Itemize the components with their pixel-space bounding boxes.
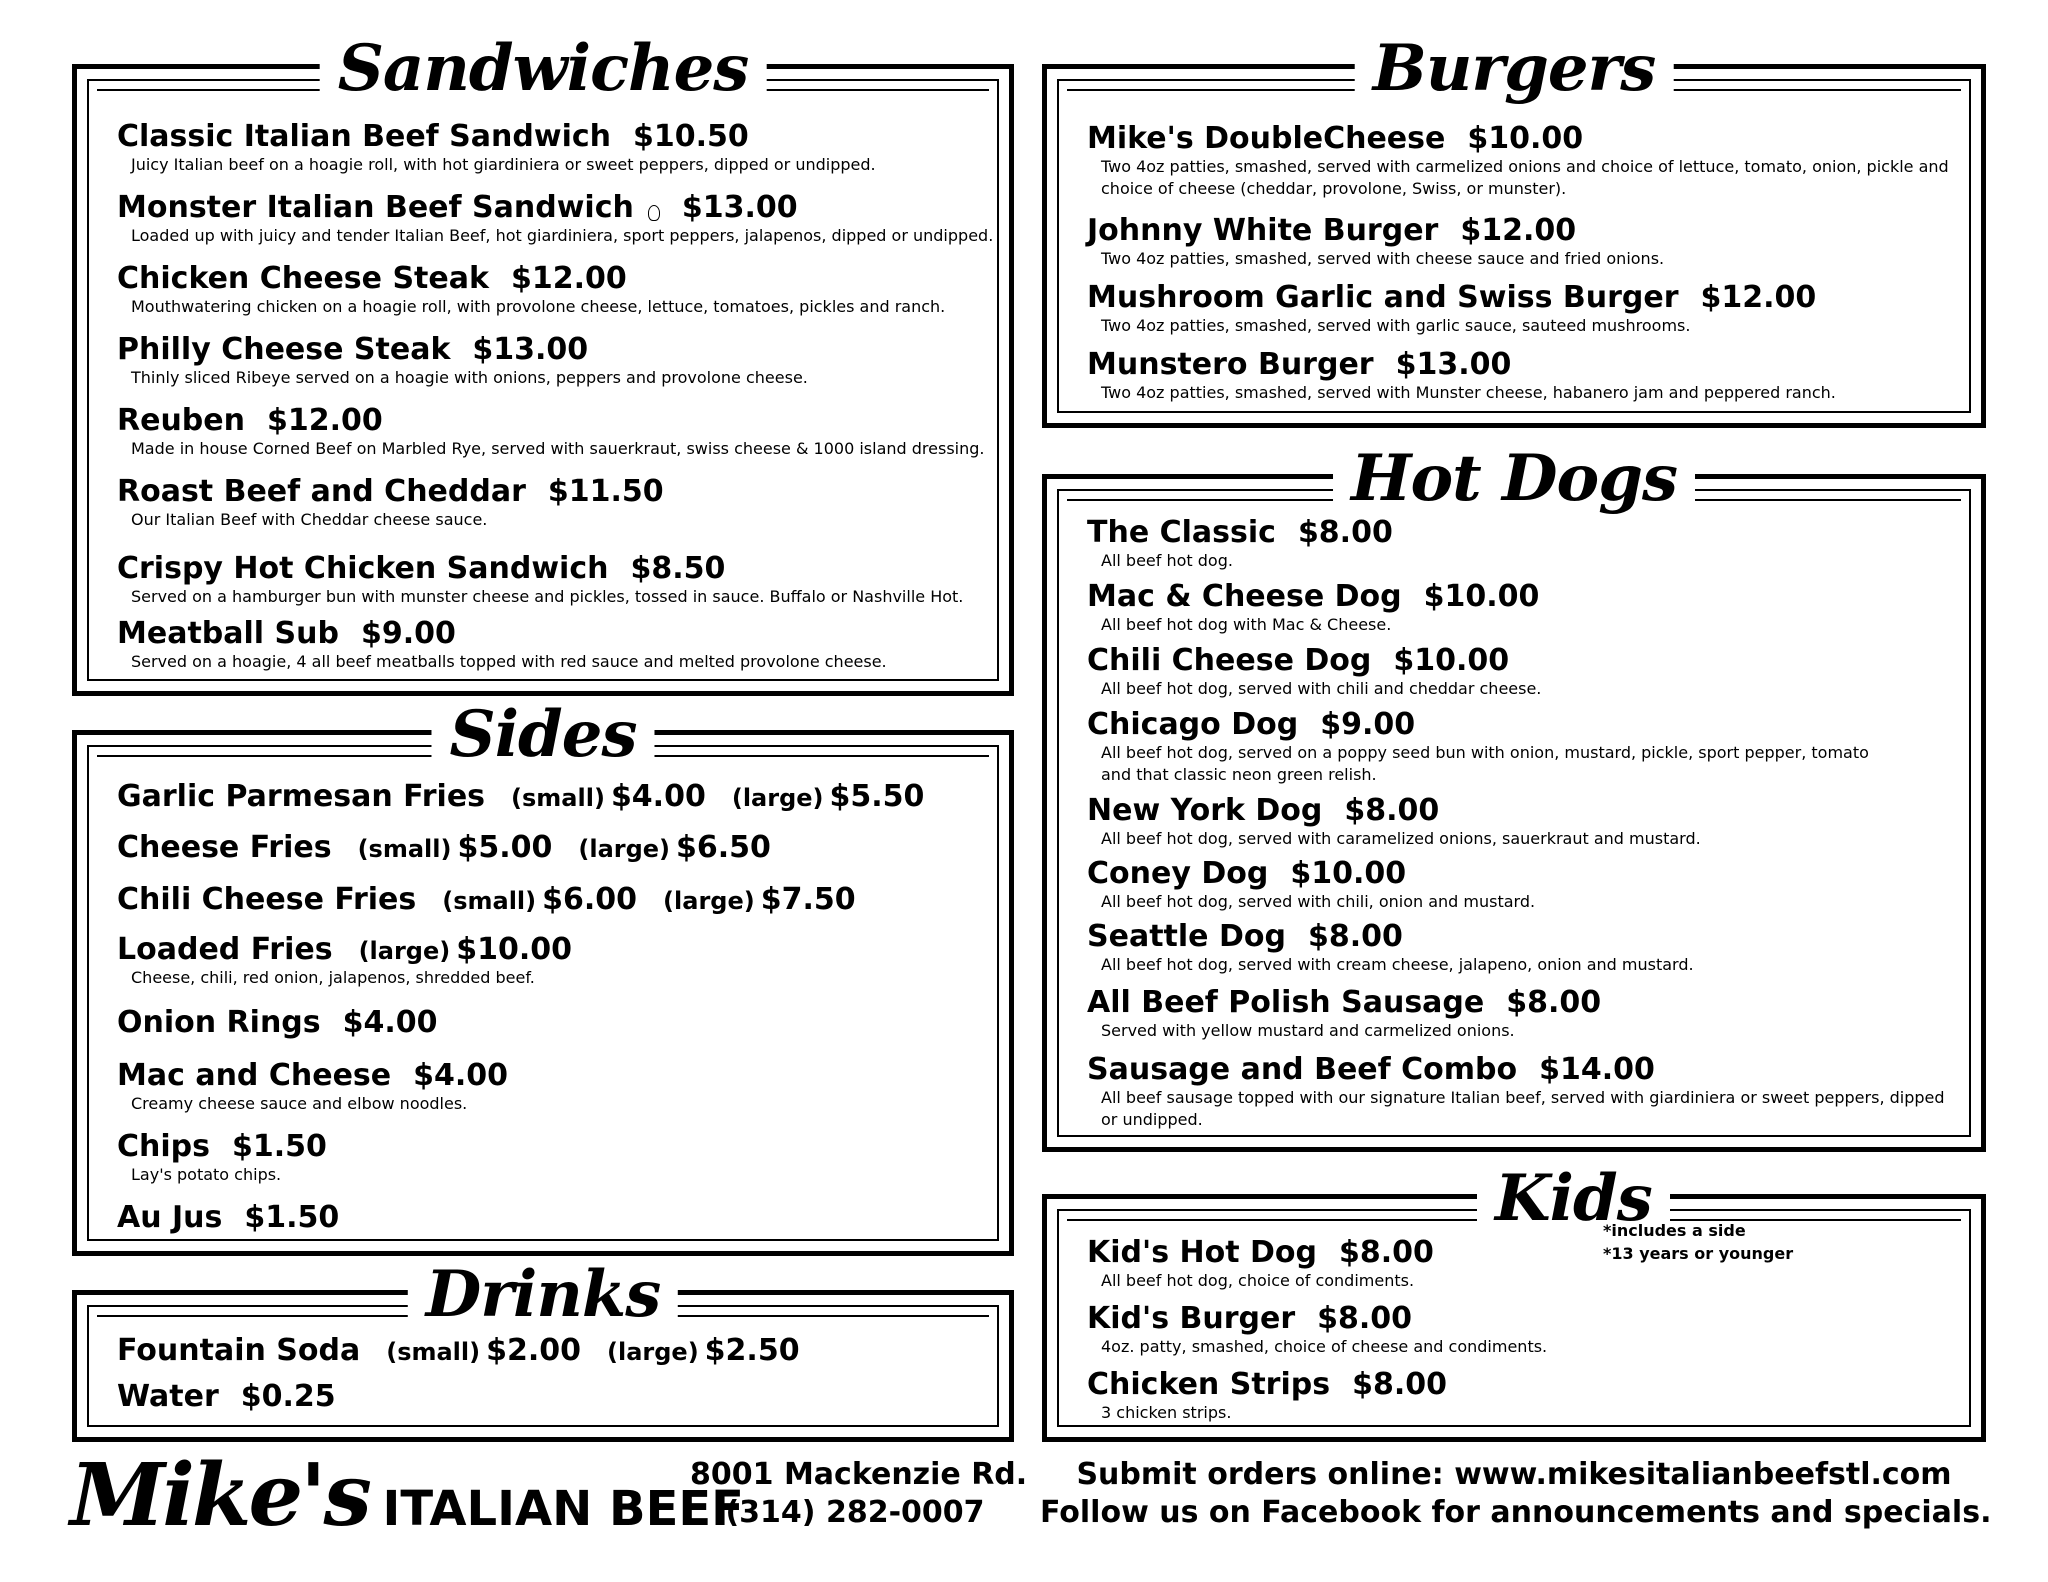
item-description: Two 4oz patties, smashed, served with cheese sauce and fried onions. (1101, 249, 1665, 268)
item-name: Mac & Cheese Dog (1087, 579, 1402, 614)
item-price: $4.00 (342, 1005, 438, 1040)
item-name: Chips (117, 1129, 210, 1164)
item-name: Fountain Soda (117, 1333, 361, 1368)
facebook-note: Follow us on Facebook for announcements and specials. (1040, 1495, 1992, 1530)
sandwiches-section (72, 31, 1014, 696)
item-description: All beef hot dog, served with chili and cheddar cheese. (1101, 679, 1542, 698)
item-name: Classic Italian Beef Sandwich (117, 119, 612, 154)
item-name: Chili Cheese Dog (1087, 643, 1372, 678)
item-description: Mouthwatering chicken on a hoagie roll, with provolone cheese, lettuce, tomatoes, pickles and ranch. (131, 297, 946, 316)
size-label-small: (small) (442, 887, 537, 915)
item-description: Served on a hoagie, 4 all beef meatballs topped with red sauce and melted provolone cheese. (131, 652, 887, 671)
item-price: $8.00 (1317, 1301, 1413, 1336)
item-price: $10.00 (1467, 121, 1584, 156)
menu-item (117, 332, 991, 403)
sides-list (117, 779, 991, 1246)
menu-item (1087, 856, 1963, 919)
item-price-small: $6.00 (542, 882, 638, 917)
section-title: Kids (1477, 1161, 1670, 1237)
item-name: Mike's DoubleCheese (1087, 121, 1446, 156)
item-price: $8.50 (630, 551, 726, 586)
size-label-large: (large) (578, 835, 671, 863)
item-description: Served with yellow mustard and carmelized onions. (1101, 1021, 1515, 1040)
item-price: $9.00 (1320, 707, 1416, 742)
phone: (314) 282-0007 (725, 1495, 985, 1530)
size-label-large: (large) (731, 784, 824, 812)
item-price-large: $10.00 (456, 932, 573, 967)
menu-item (1087, 985, 1963, 1052)
menu-item (1087, 1235, 1963, 1301)
item-description: Two 4oz patties, smashed, served with Munster cheese, habanero jam and peppered ranch. (1101, 383, 1836, 402)
burgers-list (1087, 121, 1963, 414)
item-price: $8.00 (1338, 1235, 1434, 1270)
item-description: All beef hot dog, choice of condiments. (1101, 1271, 1415, 1290)
item-name: Philly Cheese Steak (117, 332, 451, 367)
item-name: Garlic Parmesan Fries (117, 779, 486, 814)
item-name: Munstero Burger (1087, 347, 1374, 382)
menu-item (1087, 643, 1963, 707)
menu-item (117, 1379, 991, 1423)
item-price-small: $2.00 (486, 1333, 582, 1368)
menu-item (117, 779, 991, 830)
item-name: Coney Dog (1087, 856, 1269, 891)
item-price: $4.00 (413, 1058, 509, 1093)
item-price: $9.00 (360, 616, 456, 651)
menu-item (1087, 1367, 1963, 1433)
item-name: Au Jus (117, 1200, 223, 1235)
item-name: Seattle Dog (1087, 919, 1286, 954)
item-name: Monster Italian Beef Sandwich (117, 190, 634, 225)
menu-item (117, 932, 991, 1005)
item-price: $8.00 (1307, 919, 1403, 954)
item-name: Meatball Sub (117, 616, 339, 651)
item-name: Sausage and Beef Combo (1087, 1052, 1518, 1087)
item-name: New York Dog (1087, 793, 1323, 828)
item-price: $8.00 (1352, 1367, 1447, 1402)
item-price: $10.00 (1290, 856, 1407, 891)
item-description: Served on a hamburger bun with munster cheese and pickles, tossed in sauce. Buffalo or Nashville Hot. (131, 587, 964, 606)
menu-item (1087, 213, 1963, 280)
item-price: $12.00 (266, 403, 383, 438)
item-description: All beef hot dog, served with chili, onion and mustard. (1101, 892, 1536, 911)
section-title: Drinks (408, 1257, 678, 1333)
menu-item (117, 882, 991, 932)
logo (70, 1446, 744, 1546)
menu-item (1087, 579, 1963, 643)
item-price-large: $2.50 (704, 1333, 800, 1368)
item-description: Juicy Italian beef on a hoagie roll, with hot giardiniera or sweet peppers, dipped or undipped. (131, 155, 876, 174)
menu-item (117, 1058, 991, 1129)
size-label-small: (small) (511, 784, 605, 812)
menu-item (1087, 1052, 1963, 1132)
item-name: Chicago Dog (1087, 707, 1299, 742)
item-description: 4oz. patty, smashed, choice of cheese and condiments. (1101, 1337, 1548, 1356)
sandwich-list (117, 119, 994, 682)
item-description: Made in house Corned Beef on Marbled Rye, served with sauerkraut, swiss cheese & 1000 island dressing. (131, 439, 985, 458)
item-description: Cheese, chili, red onion, jalapenos, shredded beef. (131, 968, 535, 987)
item-name: Chili Cheese Fries (117, 882, 417, 917)
menu-item (117, 1129, 991, 1200)
item-price: $10.50 (633, 119, 749, 154)
section-title: Sides (431, 697, 654, 773)
menu-item (1087, 1301, 1963, 1367)
item-price: $8.00 (1344, 793, 1440, 828)
item-description: Loaded up with juicy and tender Italian Beef, hot giardiniera, sport peppers, jalapenos, dipped or undipped. (131, 226, 994, 245)
item-price: $13.00 (681, 190, 798, 225)
menu-item (117, 474, 991, 551)
size-label-small: (small) (357, 835, 452, 863)
menu-item (117, 190, 994, 261)
item-price: $12.00 (1700, 280, 1817, 315)
item-description: All beef hot dog, served with cream cheese, jalapeno, onion and mustard. (1101, 955, 1694, 974)
item-name: Onion Rings (117, 1005, 321, 1040)
menu-item (117, 403, 991, 474)
item-price: $11.50 (547, 474, 664, 509)
kids-list (1087, 1235, 1963, 1433)
menu-item (117, 1200, 991, 1246)
item-price: $8.00 (1297, 515, 1393, 550)
item-price: $13.00 (1395, 347, 1512, 382)
item-price-large: $5.50 (829, 779, 925, 814)
drinks-list (117, 1333, 991, 1423)
size-label-large: (large) (607, 1338, 699, 1366)
item-description: Lay's potato chips. (131, 1165, 282, 1184)
section-title: Hot Dogs (1333, 441, 1695, 517)
item-description: Our Italian Beef with Cheddar cheese sauce. (131, 510, 488, 529)
menu-item (1087, 919, 1963, 985)
item-name: The Classic (1087, 515, 1276, 550)
item-description: All beef hot dog, served on a poppy seed bun with onion, mustard, pickle, sport pepper, tomato and that classic neon green relish. (1101, 743, 1869, 784)
size-label-small: (small) (386, 1338, 481, 1366)
item-description: Creamy cheese sauce and elbow noodles. (131, 1094, 468, 1113)
drinks-section (72, 1257, 1014, 1442)
size-label-large: (large) (663, 887, 755, 915)
online-info (1040, 1456, 1992, 1532)
section-title: Sandwiches (320, 31, 767, 107)
item-price-small: $4.00 (610, 779, 706, 814)
item-name: Chicken Strips (1087, 1367, 1331, 1402)
item-description: Two 4oz patties, smashed, served with carmelized onions and choice of lettuce, tomato, onion, pickle and choice of cheese (cheddar, provolone, Swiss, or munster). (1101, 157, 1949, 198)
item-name: Loaded Fries (117, 932, 333, 967)
item-name: Kid's Hot Dog (1087, 1235, 1317, 1270)
menu-item (117, 1333, 991, 1379)
item-price-large: $6.50 (676, 830, 771, 865)
menu-item (117, 551, 991, 616)
item-name: Reuben (117, 403, 245, 438)
item-price: $12.00 (1460, 213, 1577, 248)
menu-item (1087, 347, 1963, 414)
burgers-section (1042, 31, 1986, 428)
item-price: $8.00 (1506, 985, 1602, 1020)
item-description: All beef hot dog with Mac & Cheese. (1101, 615, 1392, 634)
item-description: All beef sausage topped with our signature Italian beef, served with giardiniera or sweet peppers, dipped or undipped. (1101, 1088, 1945, 1129)
menu-item (1087, 515, 1963, 579)
size-label-large: (large) (358, 937, 451, 965)
item-name: Mac and Cheese (117, 1058, 392, 1093)
menu-item (117, 830, 991, 882)
hotdogs-list (1087, 515, 1963, 1132)
flame-icon (648, 205, 660, 221)
item-price: $1.50 (244, 1200, 340, 1235)
item-name: Mushroom Garlic and Swiss Burger (1087, 280, 1679, 315)
item-description: Thinly sliced Ribeye served on a hoagie with onions, peppers and provolone cheese. (131, 368, 808, 387)
item-name: Water (117, 1379, 219, 1414)
menu-item (1087, 793, 1963, 856)
item-name: Cheese Fries (117, 830, 332, 865)
menu-item (117, 119, 991, 190)
item-price: $0.25 (240, 1379, 336, 1414)
menu-item (1087, 121, 1963, 213)
item-name: Kid's Burger (1087, 1301, 1296, 1336)
item-price-small: $5.00 (457, 830, 553, 865)
item-name: All Beef Polish Sausage (1087, 985, 1485, 1020)
item-price: $14.00 (1539, 1052, 1655, 1087)
address: 8001 Mackenzie Rd. (690, 1457, 1028, 1492)
address-block (690, 1456, 1028, 1532)
item-price: $10.00 (1423, 579, 1540, 614)
menu-item (117, 616, 991, 682)
item-price-large: $7.50 (760, 882, 856, 917)
item-price: $13.00 (472, 332, 589, 367)
menu-item (117, 1005, 991, 1058)
hotdogs-section (1042, 441, 1986, 1152)
item-name: Chicken Cheese Steak (117, 261, 489, 296)
menu-item (117, 261, 991, 332)
kids-note: *includes a side *13 years or younger (1603, 1221, 1794, 1263)
item-description: Two 4oz patties, smashed, served with garlic sauce, sauteed mushrooms. (1101, 316, 1691, 335)
menu-item (1087, 280, 1963, 347)
item-price: $12.00 (510, 261, 627, 296)
item-description: All beef hot dog. (1101, 551, 1233, 570)
item-price: $1.50 (232, 1129, 327, 1164)
item-description: 3 chicken strips. (1101, 1403, 1232, 1422)
item-name: Roast Beef and Cheddar (117, 474, 526, 509)
menu-item (1087, 707, 1963, 793)
online-orders: Submit orders online: www.mikesitalianbeefstl.com (1076, 1457, 1952, 1492)
item-description: All beef hot dog, served with caramelized onions, sauerkraut and mustard. (1101, 829, 1701, 848)
section-title: Burgers (1355, 31, 1674, 107)
kids-section (1042, 1161, 1986, 1442)
item-name: Crispy Hot Chicken Sandwich (117, 551, 609, 586)
logo-script: Mike's (70, 1445, 369, 1546)
item-name: Johnny White Burger (1087, 213, 1439, 248)
logo-text: ITALIAN BEEF (382, 1481, 744, 1537)
sides-section (72, 697, 1014, 1256)
item-price: $10.00 (1393, 643, 1510, 678)
